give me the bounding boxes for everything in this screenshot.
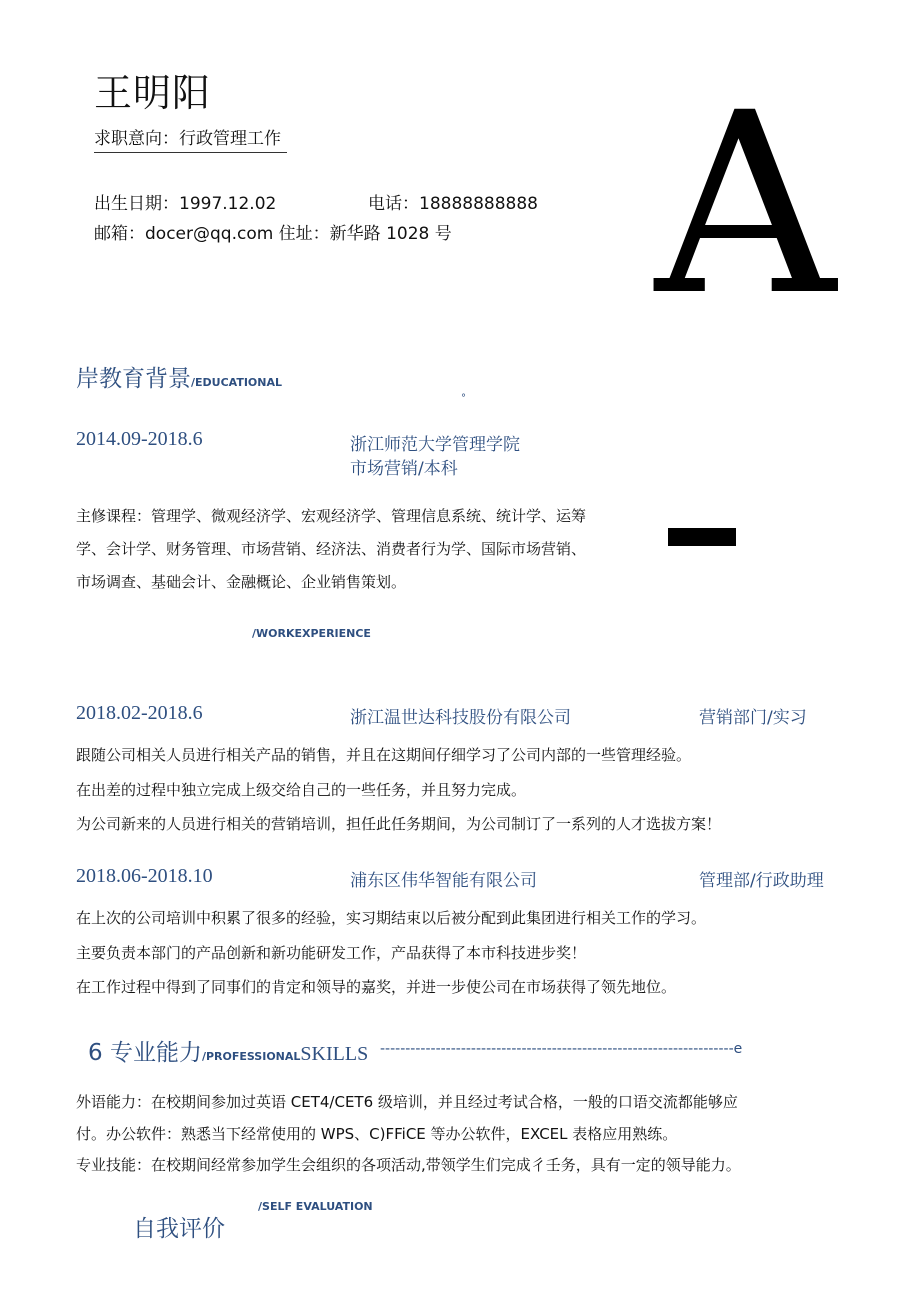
job-1-line-3: 为公司新来的人员进行相关的营销培训，担任此任务期间，为公司制订了一系列的人才选拔方案！ [76, 815, 722, 833]
applicant-name: 王明阳 [94, 71, 212, 115]
skills-heading [88, 1034, 368, 1067]
self-eval-title-en: /SELF EVALUATION [258, 1200, 373, 1213]
birth-date: 出生日期：1997.12.02 [94, 194, 277, 214]
skills-line-3: 专业技能：在校期间经常参加学生会组织的各项活动,带领学生们完成彳壬务，具有一定的领导能力。 [76, 1156, 741, 1174]
course-line-1: 主修课程：管理学、微观经济学、宏观经济学、管理信息系统、统计学、运筹 [76, 507, 587, 525]
course-line-2: 学、会计学、财务管理、市场营销、经济法、消费者行为学、国际市场营销、 [76, 540, 587, 558]
job-1-date: 2018.02-2018.6 [76, 702, 203, 724]
work-title-en: /WORKEXPERIENCE [252, 627, 371, 640]
job-2-company: 浦东区伟华智能有限公司 [350, 871, 537, 891]
logo-letter: A [655, 59, 836, 350]
decorative-dot: ° [461, 393, 466, 404]
job-2-line-1: 在上次的公司培训中积累了很多的经验，实习期结束以后被分配到此集团进行相关工作的学习。 [76, 909, 707, 927]
job-1-line-1: 跟随公司相关人员进行相关产品的销售，并且在这期间仔细学习了公司内部的一些管理经验。 [76, 746, 692, 764]
job-2-date: 2018.06-2018.10 [76, 865, 213, 887]
self-eval-title: 自我评价 [133, 1216, 225, 1242]
job-intent: 求职意向：行政管理工作 [94, 124, 287, 153]
job-2-line-2: 主要负责本部门的产品创新和新功能研发工作，产品获得了本市科技进步奖！ [76, 944, 587, 962]
skills-title: 6 专业能力 [88, 1040, 202, 1066]
job-1-role: 营销部门/实习 [699, 708, 807, 728]
education-date: 2014.09-2018.6 [76, 428, 203, 450]
education-school: 浙江师范大学管理学院 [350, 435, 520, 455]
education-title-en: /EDUCATIONAL [191, 376, 283, 389]
education-major: 市场营销/本科 [350, 459, 458, 479]
education-title: 岸教育背景 [76, 366, 191, 392]
redaction-block [668, 528, 736, 546]
job-2-line-3: 在工作过程中得到了同事们的肯定和领导的嘉奖，并进一步使公司在市场获得了领先地位。 [76, 978, 677, 996]
skills-title-en-2: SKILLS [300, 1043, 369, 1065]
education-heading [76, 360, 282, 393]
skills-title-en: /PROFESSIONAL [201, 1050, 301, 1063]
skills-dash-line: ----------------------------------------------------------------------e [380, 1041, 743, 1057]
job-1-company: 浙江温世达科技股份有限公司 [350, 708, 571, 728]
job-2-role: 管理部/行政助理 [699, 871, 824, 891]
course-line-3: 市场调查、基础会计、金融概论、企业销售策划。 [76, 573, 407, 591]
job-1-line-2: 在出差的过程中独立完成上级交给自己的一些任务，并且努力完成。 [76, 781, 527, 799]
skills-line-1: 外语能力：在校期间参加过英语 CET4/CET6 级培训，并且经过考试合格，一般的口语交流都能够应 [76, 1093, 738, 1111]
contact-line: 邮箱：docer@qq.com 住址：新华路 1028 号 [94, 224, 452, 244]
phone: 电话：18888888888 [368, 194, 538, 214]
skills-line-2: 付。办公软件：熟悉当下经常使用的 WPS、C)FFiCE 等办公软件，EXCEL 表格应用熟练。 [76, 1125, 678, 1143]
